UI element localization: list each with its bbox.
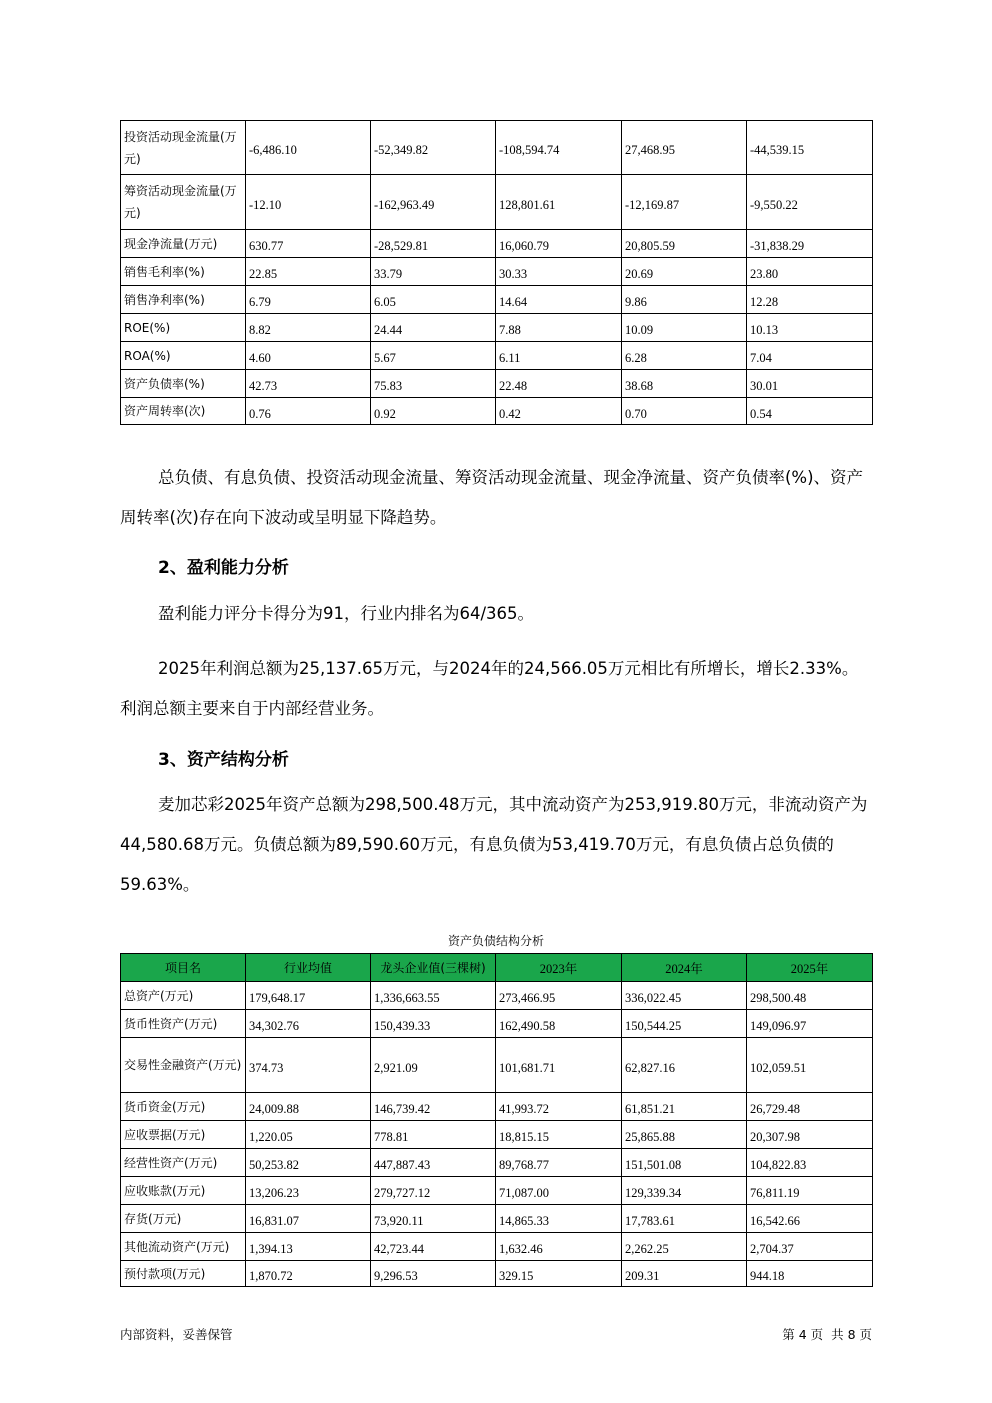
header-2024: 2024年	[622, 954, 747, 982]
table-row	[121, 370, 873, 398]
cell-value: 6.79	[246, 286, 371, 314]
trend-paragraph: 总负债、有息负债、投资活动现金流量、筹资活动现金流量、现金净流量、资产负债率(%)、资产周转率(次)存在向下波动或呈明显下降趋势。	[120, 468, 864, 527]
row-label: 销售净利率(%)	[121, 286, 246, 314]
cell-value: 33.79	[371, 258, 496, 286]
cell-value: 179,648.17	[246, 982, 371, 1010]
row-label: 应收票据(万元)	[121, 1121, 246, 1149]
footer-page-number: 第 4 页 共 8 页	[782, 1327, 872, 1342]
cell-value: 4.60	[246, 342, 371, 370]
cell-value: 2,921.09	[371, 1038, 496, 1093]
cell-value: 14.64	[496, 286, 622, 314]
cell-value: 30.01	[747, 370, 873, 398]
cell-value: 16,542.66	[747, 1205, 873, 1233]
table-caption: 资产负债结构分析	[447, 934, 544, 948]
table-row	[121, 121, 873, 175]
row-label: 存货(万元)	[121, 1205, 246, 1233]
cell-value: 0.42	[496, 398, 622, 425]
row-label: 货币性资产(万元)	[121, 1010, 246, 1038]
cell-value: 128,801.61	[496, 175, 622, 230]
table-row	[121, 342, 873, 370]
cell-value: 101,681.71	[496, 1038, 622, 1093]
row-label: 销售毛利率(%)	[121, 258, 246, 286]
cell-value: -28,529.81	[371, 230, 496, 258]
balance-structure-table	[120, 953, 873, 1287]
cell-value: 89,768.77	[496, 1149, 622, 1177]
cell-value: 129,339.34	[622, 1177, 747, 1205]
cell-value: -44,539.15	[747, 121, 873, 175]
cell-value: 162,490.58	[496, 1010, 622, 1038]
table-row	[121, 286, 873, 314]
cell-value: 73,920.11	[371, 1205, 496, 1233]
row-label: 资产负债率(%)	[121, 370, 246, 398]
cell-value: 6.05	[371, 286, 496, 314]
cell-value: 150,439.33	[371, 1010, 496, 1038]
cell-value: 20,307.98	[747, 1121, 873, 1149]
cell-value: 1,336,663.55	[371, 982, 496, 1010]
cell-value: 10.13	[747, 314, 873, 342]
cell-value: 71,087.00	[496, 1177, 622, 1205]
cell-value: 374.73	[246, 1038, 371, 1093]
cell-value: 10.09	[622, 314, 747, 342]
cell-value: 0.92	[371, 398, 496, 425]
header-2023: 2023年	[496, 954, 622, 982]
cell-value: 150,544.25	[622, 1010, 747, 1038]
cell-value: 2,262.25	[622, 1233, 747, 1261]
table-row	[121, 1177, 873, 1205]
cell-value: 50,253.82	[246, 1149, 371, 1177]
cell-value: 42.73	[246, 370, 371, 398]
cell-value: 149,096.97	[747, 1010, 873, 1038]
cell-value: 75.83	[371, 370, 496, 398]
profit-total-paragraph: 2025年利润总额为25,137.65万元，与2024年的24,566.05万元相比有所增长，增长2.33%。利润总额主要来自于内部经营业务。	[120, 659, 859, 718]
table-row	[121, 1010, 873, 1038]
row-label: 总资产(万元)	[121, 982, 246, 1010]
cell-value: -31,838.29	[747, 230, 873, 258]
table-row	[121, 398, 873, 425]
cell-value: 7.04	[747, 342, 873, 370]
cell-value: -12,169.87	[622, 175, 747, 230]
row-label: 资产周转率(次)	[121, 398, 246, 425]
cell-value: 146,739.42	[371, 1093, 496, 1121]
cell-value: 102,059.51	[747, 1038, 873, 1093]
table-row	[121, 1205, 873, 1233]
cell-value: 2,704.37	[747, 1233, 873, 1261]
cell-value: 20,805.59	[622, 230, 747, 258]
cell-value: -12.10	[246, 175, 371, 230]
cell-value: 41,993.72	[496, 1093, 622, 1121]
cell-value: 34,302.76	[246, 1010, 371, 1038]
cell-value: -162,963.49	[371, 175, 496, 230]
table-header-row	[121, 954, 873, 982]
cell-value: 273,466.95	[496, 982, 622, 1010]
cell-value: 0.70	[622, 398, 747, 425]
table-row	[121, 1149, 873, 1177]
cell-value: 76,811.19	[747, 1177, 873, 1205]
cell-value: 0.54	[747, 398, 873, 425]
table-row	[121, 314, 873, 342]
table-row	[121, 982, 873, 1010]
cell-value: 12.28	[747, 286, 873, 314]
cell-value: 14,865.33	[496, 1205, 622, 1233]
cell-value: 447,887.43	[371, 1149, 496, 1177]
cell-value: 5.67	[371, 342, 496, 370]
table-row	[121, 1233, 873, 1261]
row-label: 预付款项(万元)	[121, 1261, 246, 1287]
cell-value: 9,296.53	[371, 1261, 496, 1287]
cell-value: 329.15	[496, 1261, 622, 1287]
cell-value: 24.44	[371, 314, 496, 342]
cell-value: 6.11	[496, 342, 622, 370]
cell-value: 778.81	[371, 1121, 496, 1149]
table-row	[121, 1121, 873, 1149]
cell-value: 16,060.79	[496, 230, 622, 258]
row-label: 货币资金(万元)	[121, 1093, 246, 1121]
row-label: 现金净流量(万元)	[121, 230, 246, 258]
row-label: 投资活动现金流量(万元)	[121, 121, 246, 175]
cell-value: -108,594.74	[496, 121, 622, 175]
cell-value: 336,022.45	[622, 982, 747, 1010]
cell-value: 24,009.88	[246, 1093, 371, 1121]
row-label: 应收账款(万元)	[121, 1177, 246, 1205]
row-label: 经营性资产(万元)	[121, 1149, 246, 1177]
row-label: ROE(%)	[121, 314, 246, 342]
cell-value: -9,550.22	[747, 175, 873, 230]
footer-confidential-note: 内部资料，妥善保管	[120, 1327, 233, 1342]
cell-value: 9.86	[622, 286, 747, 314]
cell-value: 151,501.08	[622, 1149, 747, 1177]
cell-value: 20.69	[622, 258, 747, 286]
row-label: 筹资活动现金流量(万元)	[121, 175, 246, 230]
header-leader-value: 龙头企业值(三棵树)	[371, 954, 496, 982]
cell-value: 630.77	[246, 230, 371, 258]
cell-value: 1,220.05	[246, 1121, 371, 1149]
profitability-score-paragraph: 盈利能力评分卡得分为91，行业内排名为64/365。	[158, 604, 535, 623]
table-row	[121, 175, 873, 230]
header-2025: 2025年	[747, 954, 873, 982]
row-label: ROA(%)	[121, 342, 246, 370]
financial-indicator-table	[120, 120, 873, 425]
cell-value: 62,827.16	[622, 1038, 747, 1093]
cell-value: 7.88	[496, 314, 622, 342]
header-industry-avg: 行业均值	[246, 954, 371, 982]
table-row	[121, 230, 873, 258]
table-row	[121, 1038, 873, 1093]
cell-value: 1,394.13	[246, 1233, 371, 1261]
row-label: 其他流动资产(万元)	[121, 1233, 246, 1261]
cell-value: 13,206.23	[246, 1177, 371, 1205]
cell-value: 42,723.44	[371, 1233, 496, 1261]
cell-value: 0.76	[246, 398, 371, 425]
row-label: 交易性金融资产(万元)	[121, 1038, 246, 1093]
asset-structure-paragraph: 麦加芯彩2025年资产总额为298,500.48万元，其中流动资产为253,919.80万元，非流动资产为44,580.68万元。负债总额为89,590.60万元，有息负债为53,419.70万元，有息负债占总负债的59.63%。	[120, 795, 868, 894]
cell-value: 22.48	[496, 370, 622, 398]
table-row	[121, 258, 873, 286]
cell-value: 22.85	[246, 258, 371, 286]
cell-value: 27,468.95	[622, 121, 747, 175]
cell-value: 30.33	[496, 258, 622, 286]
cell-value: 38.68	[622, 370, 747, 398]
cell-value: 209.31	[622, 1261, 747, 1287]
cell-value: 104,822.83	[747, 1149, 873, 1177]
section-heading-profitability: 2、盈利能力分析	[158, 558, 289, 578]
cell-value: -52,349.82	[371, 121, 496, 175]
cell-value: 944.18	[747, 1261, 873, 1287]
cell-value: 18,815.15	[496, 1121, 622, 1149]
cell-value: 23.80	[747, 258, 873, 286]
cell-value: 6.28	[622, 342, 747, 370]
cell-value: 279,727.12	[371, 1177, 496, 1205]
cell-value: -6,486.10	[246, 121, 371, 175]
cell-value: 16,831.07	[246, 1205, 371, 1233]
table-row	[121, 1261, 873, 1287]
table-row	[121, 1093, 873, 1121]
cell-value: 1,632.46	[496, 1233, 622, 1261]
cell-value: 61,851.21	[622, 1093, 747, 1121]
cell-value: 25,865.88	[622, 1121, 747, 1149]
cell-value: 8.82	[246, 314, 371, 342]
cell-value: 17,783.61	[622, 1205, 747, 1233]
header-item-name: 项目名	[121, 954, 246, 982]
cell-value: 1,870.72	[246, 1261, 371, 1287]
cell-value: 26,729.48	[747, 1093, 873, 1121]
section-heading-asset-structure: 3、资产结构分析	[158, 750, 289, 770]
cell-value: 298,500.48	[747, 982, 873, 1010]
